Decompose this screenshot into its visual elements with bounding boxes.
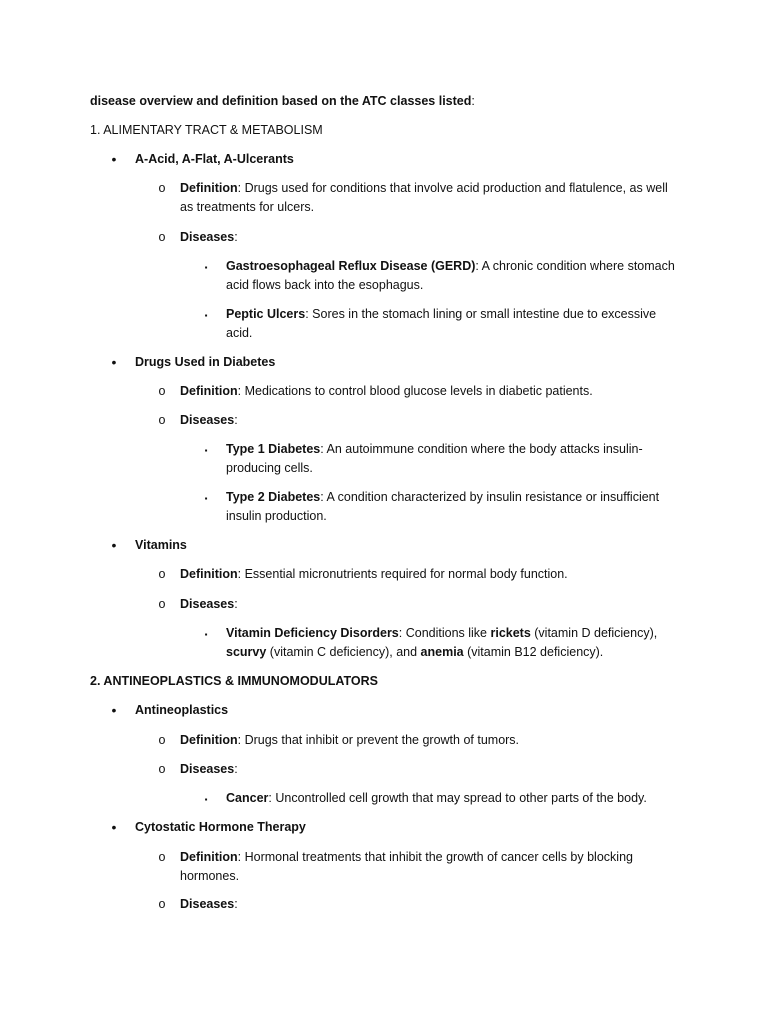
section-heading-1 [90, 121, 323, 140]
disease-text: : A chronic condition where stomach acid flows back into the esophagus. [226, 259, 675, 292]
disease-label: Cancer [226, 791, 269, 805]
disease-text: : Uncontrolled cell growth that may spread to other parts of the body. [268, 791, 647, 805]
vitamins-diseases-label [180, 595, 238, 614]
class-title-cytostatic [135, 818, 306, 837]
square-bullet: ▪ [204, 630, 208, 639]
class-title-diabetes [135, 353, 275, 372]
disease-label: Peptic Ulcers [226, 307, 306, 321]
class-title-vitamins [135, 536, 187, 555]
antineoplastics-diseases-label [180, 760, 238, 779]
colon: : [234, 597, 238, 611]
disease-peptic-ulcers [226, 305, 666, 343]
definition-text: : Medications to control blood glucose levels in diabetic patients. [237, 384, 593, 398]
circle-bullet: o [158, 181, 166, 195]
disease-text: : A condition characterized by insulin resistance or insufficient insulin production. [226, 490, 660, 523]
colon: : [234, 762, 238, 776]
section-heading-2 [90, 672, 378, 691]
colon: : [234, 897, 238, 911]
square-bullet: ▪ [204, 263, 208, 272]
disease-type-1-diabetes [226, 440, 658, 478]
disease-cancer [226, 789, 647, 808]
disease-vitamin-deficiency-line-2 [226, 643, 603, 662]
disc-bullet: • [111, 702, 117, 718]
class-title-diabetes-text: Drugs Used in Diabetes [135, 355, 276, 369]
disc-bullet: • [111, 151, 117, 167]
colon: : [234, 413, 238, 427]
cytostatic-diseases-label [180, 895, 238, 914]
definition-label: Definition [180, 850, 238, 864]
acid-diseases-label [180, 228, 238, 247]
anemia-term: anemia [420, 645, 464, 659]
disc-bullet: • [111, 354, 117, 370]
disc-bullet: • [111, 819, 117, 835]
circle-bullet: o [158, 733, 166, 747]
square-bullet: ▪ [204, 494, 208, 503]
class-title-acid-text: A-Acid, A-Flat, A-Ulcerants [135, 152, 294, 166]
class-title-antineoplastics [135, 701, 228, 720]
square-bullet: ▪ [204, 311, 208, 320]
diseases-label: Diseases [180, 230, 235, 244]
disease-text: (vitamin D deficiency), [530, 626, 658, 640]
definition-label: Definition [180, 733, 238, 747]
circle-bullet: o [158, 384, 166, 398]
acid-definition [180, 179, 680, 217]
section-heading-1-text: 1. ALIMENTARY TRACT & METABOLISM [90, 123, 323, 137]
diseases-label: Diseases [180, 762, 235, 776]
disease-label: Type 1 Diabetes [226, 442, 321, 456]
definition-label: Definition [180, 384, 238, 398]
definition-text: : Drugs that inhibit or prevent the growth of tumors. [237, 733, 520, 747]
disease-text: : An autoimmune condition where the body attacks insulin-producing cells. [226, 442, 643, 475]
definition-text: : Essential micronutrients required for normal body function. [237, 567, 568, 581]
circle-bullet: o [158, 413, 166, 427]
intro-colon: : [471, 94, 475, 108]
intro-text: disease overview and definition based on the ATC classes listed [90, 94, 472, 108]
cytostatic-definition [180, 848, 650, 886]
class-title-acid [135, 150, 294, 169]
disease-label: Vitamin Deficiency Disorders [226, 626, 399, 640]
square-bullet: ▪ [204, 446, 208, 455]
antineoplastics-definition [180, 731, 519, 750]
intro-line [90, 92, 475, 111]
disease-text: : Conditions like [398, 626, 491, 640]
diseases-label: Diseases [180, 897, 235, 911]
diseases-label: Diseases [180, 597, 235, 611]
definition-text: : Drugs used for conditions that involve acid production and flatulence, as well as treatments for ulcers. [180, 181, 668, 214]
diseases-label: Diseases [180, 413, 235, 427]
disease-gerd [226, 257, 676, 295]
diabetes-definition [180, 382, 593, 401]
definition-label: Definition [180, 567, 238, 581]
class-title-cytostatic-text: Cytostatic Hormone Therapy [135, 820, 306, 834]
circle-bullet: o [158, 230, 166, 244]
square-bullet: ▪ [204, 795, 208, 804]
class-title-vitamins-text: Vitamins [135, 538, 187, 552]
circle-bullet: o [158, 897, 166, 911]
disc-bullet: • [111, 537, 117, 553]
circle-bullet: o [158, 850, 166, 864]
circle-bullet: o [158, 567, 166, 581]
circle-bullet: o [158, 762, 166, 776]
disease-label: Gastroesophageal Reflux Disease (GERD) [226, 259, 476, 273]
disease-vitamin-deficiency-line-1 [226, 624, 657, 643]
disease-type-2-diabetes [226, 488, 671, 526]
diabetes-diseases-label [180, 411, 238, 430]
disease-text: (vitamin B12 deficiency). [463, 645, 604, 659]
disease-text: (vitamin C deficiency), and [266, 645, 421, 659]
circle-bullet: o [158, 597, 166, 611]
colon: : [234, 230, 238, 244]
disease-label: Type 2 Diabetes [226, 490, 321, 504]
disease-text: : Sores in the stomach lining or small intestine due to excessive acid. [226, 307, 657, 340]
class-title-antineoplastics-text: Antineoplastics [135, 703, 229, 717]
definition-text: : Hormonal treatments that inhibit the growth of cancer cells by blocking hormones. [180, 850, 633, 883]
definition-label: Definition [180, 181, 238, 195]
scurvy-term: scurvy [226, 645, 267, 659]
rickets-term: rickets [490, 626, 531, 640]
section-heading-2-text: 2. ANTINEOPLASTICS & IMMUNOMODULATORS [90, 674, 378, 688]
vitamins-definition [180, 565, 568, 584]
